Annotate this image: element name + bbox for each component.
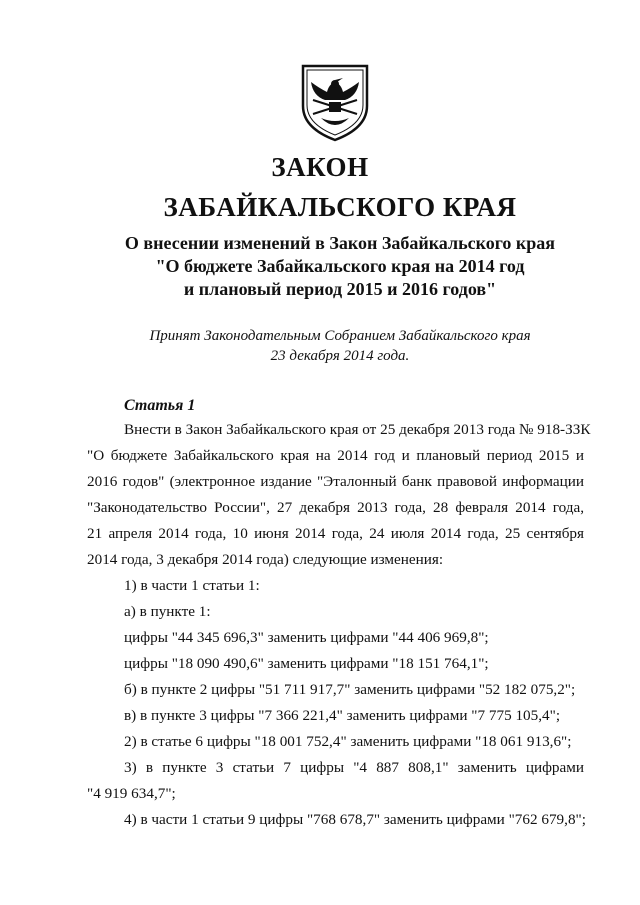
body-line: 2) в статье 6 цифры "18 001 752,4" заменить цифрами "18 061 913,6"; bbox=[124, 733, 572, 750]
body-line: 2014 года, 3 декабря 2014 года) следующие изменения: bbox=[87, 551, 444, 568]
body-line: б) в пункте 2 цифры "51 711 917,7" заменить цифрами "52 182 075,2"; bbox=[124, 681, 576, 698]
body-line: 21 апреля 2014 года, 10 июня 2014 года, 24 июля 2014 года, 25 сентября bbox=[87, 525, 584, 542]
subtitle-line: "О бюджете Забайкальского края на 2014 год bbox=[155, 256, 525, 276]
body-line: а) в пункте 1: bbox=[124, 603, 211, 620]
body-line: "О бюджете Забайкальского края на 2014 год и плановый период 2015 и bbox=[87, 447, 584, 464]
body-line: Внести в Закон Забайкальского края от 25 декабря 2013 года № 918-ЗЗК bbox=[124, 421, 591, 438]
body-line: цифры "18 090 490,6" заменить цифрами "18 151 764,1"; bbox=[124, 655, 489, 672]
body-line: 2016 годов" (электронное издание "Эталонный банк правовой информации bbox=[87, 473, 584, 490]
subtitle-line: и плановый период 2015 и 2016 годов" bbox=[183, 279, 497, 299]
region-title: ЗАБАЙКАЛЬСКОГО КРАЯ bbox=[163, 192, 517, 222]
body-line: 3) в пункте 3 статьи 7 цифры "4 887 808,1" заменить цифрами bbox=[124, 759, 584, 776]
body-line: "4 919 634,7"; bbox=[87, 785, 176, 802]
adoption-line: Принят Законодательным Собранием Забайкальского края bbox=[149, 328, 531, 344]
adoption-date: 23 декабря 2014 года. bbox=[270, 348, 410, 364]
law-subtitle bbox=[20, 232, 640, 301]
body-line: цифры "44 345 696,3" заменить цифрами "44 406 969,8"; bbox=[124, 629, 489, 646]
body-line: "Законодательство России", 27 декабря 2013 года, 28 февраля 2014 года, bbox=[87, 499, 584, 516]
body-line: 4) в части 1 статьи 9 цифры "768 678,7" заменить цифрами "762 679,8"; bbox=[124, 811, 586, 828]
subtitle-line: О внесении изменений в Закон Забайкальского края bbox=[124, 233, 556, 253]
article-heading: Статья 1 bbox=[124, 397, 196, 414]
law-title: ЗАКОН bbox=[271, 152, 369, 182]
body-line: в) в пункте 3 цифры "7 366 221,4" заменить цифрами "7 775 105,4"; bbox=[124, 707, 561, 724]
body-line: 1) в части 1 статьи 1: bbox=[124, 577, 260, 594]
coat-of-arms-emblem bbox=[299, 62, 371, 142]
adoption-note bbox=[20, 326, 640, 366]
